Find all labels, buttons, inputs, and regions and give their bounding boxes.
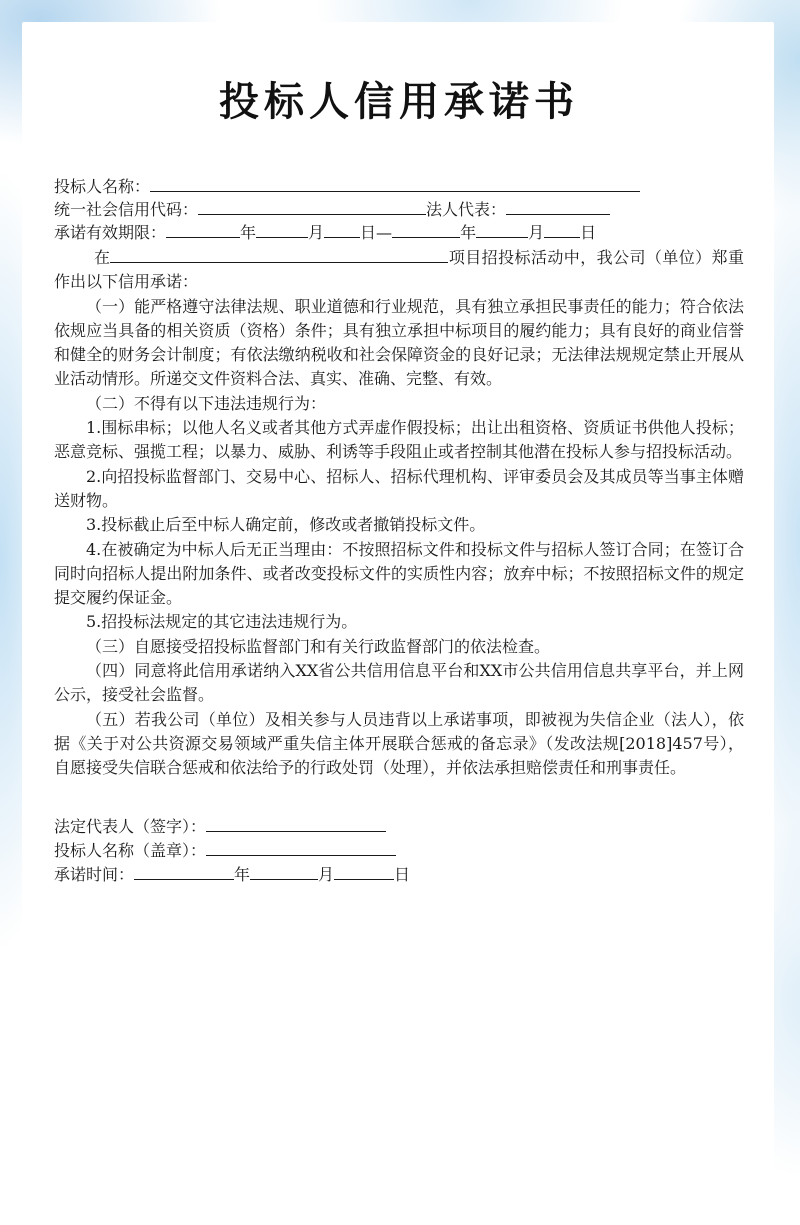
- legal-rep-label: 法人代表：: [426, 200, 507, 219]
- end-day-field[interactable]: [544, 221, 580, 238]
- commit-year-field[interactable]: [134, 863, 234, 880]
- start-month-unit: 月: [308, 223, 325, 242]
- signature-block: [54, 815, 744, 887]
- end-day-unit: 日: [580, 223, 597, 242]
- commitment-1: （一）能严格遵守法律法规、职业道德和行业规范，具有独立承担民事责任的能力；符合依法依规应当具备的相关资质（资格）条件；具有独立承担中标项目的履约能力；具有良好的商业信誉和健全的财务会计制度；有依法缴纳税收和社会保障资金的良好记录；无法律法规规定禁止开展从业活动情形。所递交文件资料合法、真实、准确、完整、有效。: [54, 296, 744, 389]
- credit-code-row: [54, 198, 744, 221]
- commit-date-label: 承诺时间：: [54, 864, 135, 884]
- commitment-2-heading: （二）不得有以下违法违规行为：: [86, 393, 327, 413]
- end-month-unit: 月: [528, 223, 545, 242]
- end-year-field[interactable]: [392, 221, 460, 238]
- end-year-unit: 年: [460, 223, 477, 242]
- legal-rep-field[interactable]: [506, 198, 610, 215]
- bidder-seal-label: 投标人名称（盖章）：: [54, 840, 207, 860]
- credit-code-label: 统一社会信用代码：: [54, 200, 199, 219]
- violation-item-1: 1.围标串标；以他人名义或者其他方式弄虚作假投标；出让出租资格、资质证书供他人投标；恶意竞标、强揽工程；以暴力、威胁、利诱等手段阻止或者控制其他潜在投标人参与招投标活动。: [54, 418, 744, 462]
- violation-item-5: 5.招投标法规定的其它违法违规行为。: [86, 612, 358, 632]
- commitment-4: （四）同意将此信用承诺纳入XX省公共信用信息平台和XX市公共信用信息共享平台，并上网公示，接受社会监督。: [54, 661, 744, 705]
- credit-code-field[interactable]: [198, 198, 426, 215]
- start-year-field[interactable]: [166, 221, 240, 238]
- bidder-seal-field[interactable]: [206, 839, 396, 856]
- commitment-5: （五）若我公司（单位）及相关参与人员违背以上承诺事项，即被视为失信企业（法人），依据《关于对公共资源交易领域严重失信主体开展联合惩戒的备忘录》（发改法规[2018]457号），自愿接受失信联合惩戒和依法给予的行政处罚（处理），并依法承担赔偿责任和刑事责任。: [54, 709, 744, 778]
- violation-item-4: 4.在被确定为中标人后无正当理由：不按照招标文件和投标文件与招标人签订合同；在签订合同时向招标人提出附加条件、或者改变投标文件的实质性内容；放弃中标；不按照招标文件的规定提交履约保证金。: [54, 539, 744, 608]
- commit-month-field[interactable]: [250, 863, 318, 880]
- start-month-field[interactable]: [256, 221, 308, 238]
- legal-rep-sign-label: 法定代表人（签字）：: [54, 816, 207, 836]
- bidder-name-row: [54, 175, 744, 198]
- validity-label: 承诺有效期限：: [54, 223, 167, 242]
- bidder-name-label: 投标人名称：: [54, 177, 151, 196]
- document-title: 投标人信用承诺书: [219, 79, 579, 125]
- bidder-name-field[interactable]: [150, 175, 640, 192]
- start-day-unit: 日—: [360, 223, 393, 242]
- commit-year-unit: 年: [234, 864, 251, 884]
- project-name-field[interactable]: [110, 246, 448, 263]
- commitment-letter: [54, 70, 744, 887]
- validity-row: [54, 221, 744, 244]
- violation-item-3: 3.投标截止后至中标人确定前，修改或者撤销投标文件。: [86, 515, 486, 535]
- commitment-3: （三）自愿接受招投标监督部门和有关行政监督部门的依法检查。: [86, 636, 551, 656]
- start-year-unit: 年: [240, 223, 257, 242]
- legal-rep-sign-row: [54, 815, 744, 839]
- section-gap: [54, 781, 744, 815]
- intro-paragraph: [54, 246, 744, 295]
- violation-item-2: 2.向招投标监督部门、交易中心、招标人、招标代理机构、评审委员会及其成员等当事主体赠送财物。: [54, 466, 744, 510]
- intro-prefix: 在: [94, 248, 111, 267]
- start-day-field[interactable]: [324, 221, 360, 238]
- legal-rep-signature-field[interactable]: [206, 815, 386, 832]
- commit-day-field[interactable]: [334, 863, 394, 880]
- commit-month-unit: 月: [318, 864, 335, 884]
- commit-day-unit: 日: [394, 864, 411, 884]
- end-month-field[interactable]: [476, 221, 528, 238]
- bidder-seal-row: [54, 839, 744, 863]
- intro-suffix: 项目招投标活动中，我公司（单位）郑重作出以下信用承诺：: [54, 248, 744, 292]
- commit-date-row: [54, 863, 744, 887]
